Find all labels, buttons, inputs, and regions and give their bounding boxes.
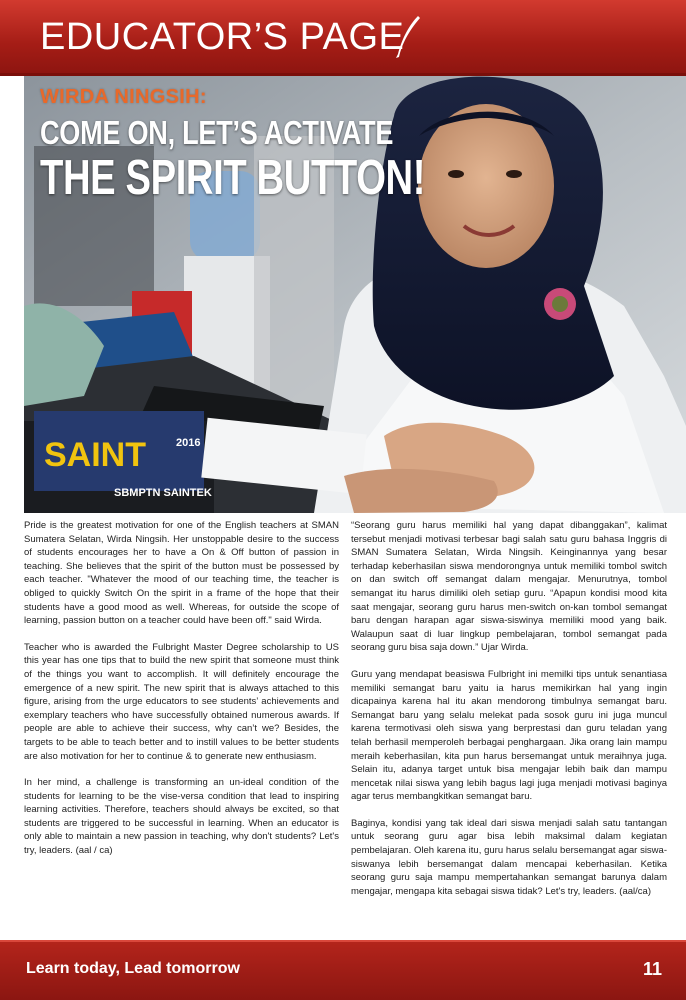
indonesian-paragraph: “Seorang guru harus memiliki hal yang dapat dibanggakan”, kalimat tersebut menjadi motivasi terbesar bagi salah satu guru bahasa Inggris di SMAN Sumatera Selatan, Wirda Ningsih. Keinginannya yang besar terhadap keberhasilan siswa mendorongnya untuk memiliki tombol switch on dan switch off semangat dalam mengajar. Menurutnya, tombol semangat itu harus dimiliki oleh setiap guru. “Apapun kondisi mood kita saat mengajar, seorang guru harus men-switch on-kan tombol semangat baru dengan harapan agar siswa-siswinya memiliki mood yang baik. Walaupun saat di luar lingkup pembelajaran, tombol semangat pada seorang guru bisa saja down.” Ujar Wirda. (351, 520, 667, 654)
indonesian-column (351, 519, 667, 911)
english-paragraph: Pride is the greatest motivation for one of the English teachers at SMAN Sumatera Selatan, Wirda Ningsih. Her unstoppable desire to the success of students encourages her to have a On & Off button of passion in teaching. She believes that the spirit of the button must be possessed by each teacher. "Whatever the mood of our teaching time, the teacher is obliged to quickly Switch On the spirit in a frame of the hope that their students have a good mood as well. Whereas, for outside the scope of learning, passion button on a teacher could have been off." said Wirda. (24, 520, 339, 627)
english-paragraph: Teacher who is awarded the Fulbright Master Degree scholarship to US this year has one tips that to build the new spirit that someone must think of the things you want to accomplish. It will definitely encourage the emergence of a new spirit. The new spirit that is always attached to this figure, arising from the urge educators to see students’ achievements and exemplary teachers who have successfully obtained numerous awards. If people are able to achieve their success, why can’t we? Besides, the targets to be able to teach better and to instill values to be better students are also motivation for her to continue & to generate new enthusiasm. (24, 641, 339, 762)
page-header (0, 0, 686, 76)
book-year: 2016 (176, 437, 201, 449)
book-title: SAINT (44, 436, 146, 474)
section-title: EDUCATOR’S PAGE (40, 16, 405, 58)
indonesian-paragraph: Guru yang mendapat beasiswa Fulbright ini memilki tips untuk senantiasa memiliki semangat baru yaitu ia harus memikirkan hal yang ingin dicapainya karena hal itu akan mendorong timbulnya semangat baru. Semangat baru yang selalu melekat pada sosok guru ini juga muncul karena termotivasi oleh siswa yang berprestasi dan guru teladan yang telah berhasil memperoleh berbagai penghargaan. Jika orang lain mampu meraih keberhasilan, kita pun harus bersemangat untuk meraihnya juga. Selain itu, adanya target untuk bisa mengajar lebih baik dan mampu mencetak nilai siswa yang lebih bagus lagi juga menjadi motivasi baginya agar terus membangkitkan semangat baru. (351, 668, 667, 803)
indonesian-paragraph: Baginya, kondisi yang tak ideal dari siswa menjadi salah satu tantangan untuk seorang guru agar bisa lebih maksimal dalam kegiatan pembelajaran. Oleh karena itu, guru harus selalu bersemangat agar siswa-siswanya lebih bersemangat dalam mencapai keberhasilan. Ketika seorang guru saja mampu mempertahankan semangat barunya dalam mengajar, mengapa kita sebagai siswa tidak? Let's try, leaders. (aal/ca) (351, 817, 667, 897)
page-number: 11 (642, 959, 662, 979)
english-paragraph: In her mind, a challenge is transforming an un-ideal condition of the students for learning to be the vise-versa condition that lead to inspiring learning activities. Therefore, teachers should always be excited, so that students are triggered to be successful in learning. When an educator is only able to maintain a new passion in teaching, why don't students? Let's try, leaders. (aal / ca) (24, 777, 339, 857)
english-column (24, 519, 339, 871)
footer-tagline: Learn today, Lead tomorrow (26, 960, 240, 977)
book-subtitle: SBMPTN SAINTEK (114, 487, 212, 499)
headline-line-1: COME ON, LET’S ACTIVATE (40, 114, 394, 151)
feather-icon (392, 14, 422, 60)
headline-line-2: THE SPIRIT BUTTON! (40, 151, 426, 205)
page-footer (0, 940, 686, 1000)
article-byline: WIRDA NINGSIH: (40, 86, 207, 108)
